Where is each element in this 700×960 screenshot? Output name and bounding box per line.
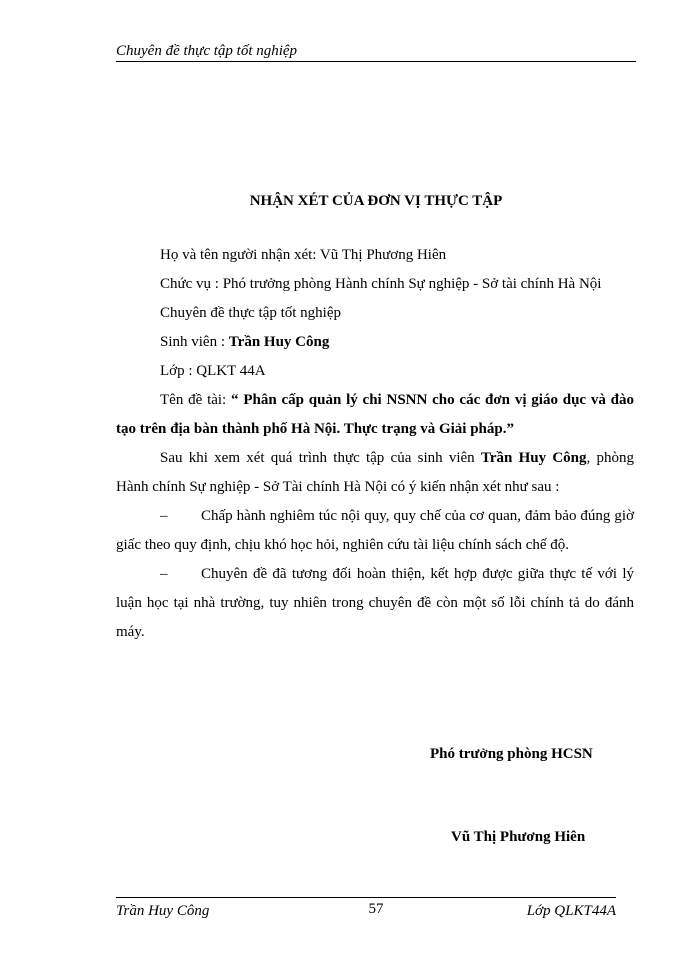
signatory-title: Phó trưởng phòng HCSN — [430, 746, 593, 762]
intro-student-name: Trần Huy Công — [480, 450, 587, 466]
running-header: Chuyên đề thực tập tốt nghiệp — [116, 43, 298, 59]
reviewer-line: Họ và tên người nhận xét: Vũ Thị Phương Hiên — [160, 247, 447, 263]
student-name: Trần Huy Công — [228, 334, 330, 350]
document-body — [116, 241, 634, 647]
footer-author: Trần Huy Công — [116, 903, 210, 919]
footer-class-code: Lớp QLKT44A — [526, 903, 616, 919]
signatory-name: Vũ Thị Phương Hiên — [451, 829, 586, 845]
intro-after: , phòng Hành chính Sự nghiệp - Sở Tài chính Hà Nội có ý kiến nhận xét như sau : — [116, 450, 635, 495]
report-type-line: Chuyên đề thực tập tốt nghiệp — [160, 305, 342, 321]
comment-text-2: Chuyên đề đã tương đối hoàn thiện, kết hợp được giữa thực tế với lý luận học tại nhà trường, tuy nhiên trong chuyên đề còn một số lỗi chính tả do đánh máy. — [116, 566, 634, 640]
student-line — [116, 328, 634, 357]
class-line: Lớp : QLKT 44A — [160, 363, 266, 379]
comment-item-2 — [116, 560, 634, 647]
page-number: 57 — [368, 901, 384, 917]
dash-bullet: – — [160, 566, 168, 582]
comment-item-1 — [116, 502, 634, 560]
topic-title: “ Phân cấp quản lý chi NSNN cho các đơn vị giáo dục và đào tạo trên địa bàn thành phố Hà Nội. Thực trạng và Giải pháp.” — [116, 392, 635, 437]
document-title: NHẬN XÉT CỦA ĐƠN VỊ THỰC TẬP — [249, 193, 503, 209]
intro-before: Sau khi xem xét quá trình thực tập của sinh viên — [160, 450, 481, 466]
student-label: Sinh viên : — [160, 334, 229, 350]
dash-bullet: – — [160, 508, 168, 524]
topic-label: Tên đề tài: — [160, 392, 232, 408]
footer-divider — [116, 897, 616, 898]
header-divider — [116, 61, 636, 62]
topic-line — [116, 386, 634, 444]
comment-text-1: Chấp hành nghiêm túc nội quy, quy chế của cơ quan, đảm bảo đúng giờ giấc theo quy định, chịu khó học hỏi, nghiên cứu tài liệu chính sách chế độ. — [116, 508, 634, 553]
position-line: Chức vụ : Phó trưởng phòng Hành chính Sự nghiệp - Sở tài chính Hà Nội — [160, 276, 602, 292]
intro-paragraph — [116, 444, 634, 502]
